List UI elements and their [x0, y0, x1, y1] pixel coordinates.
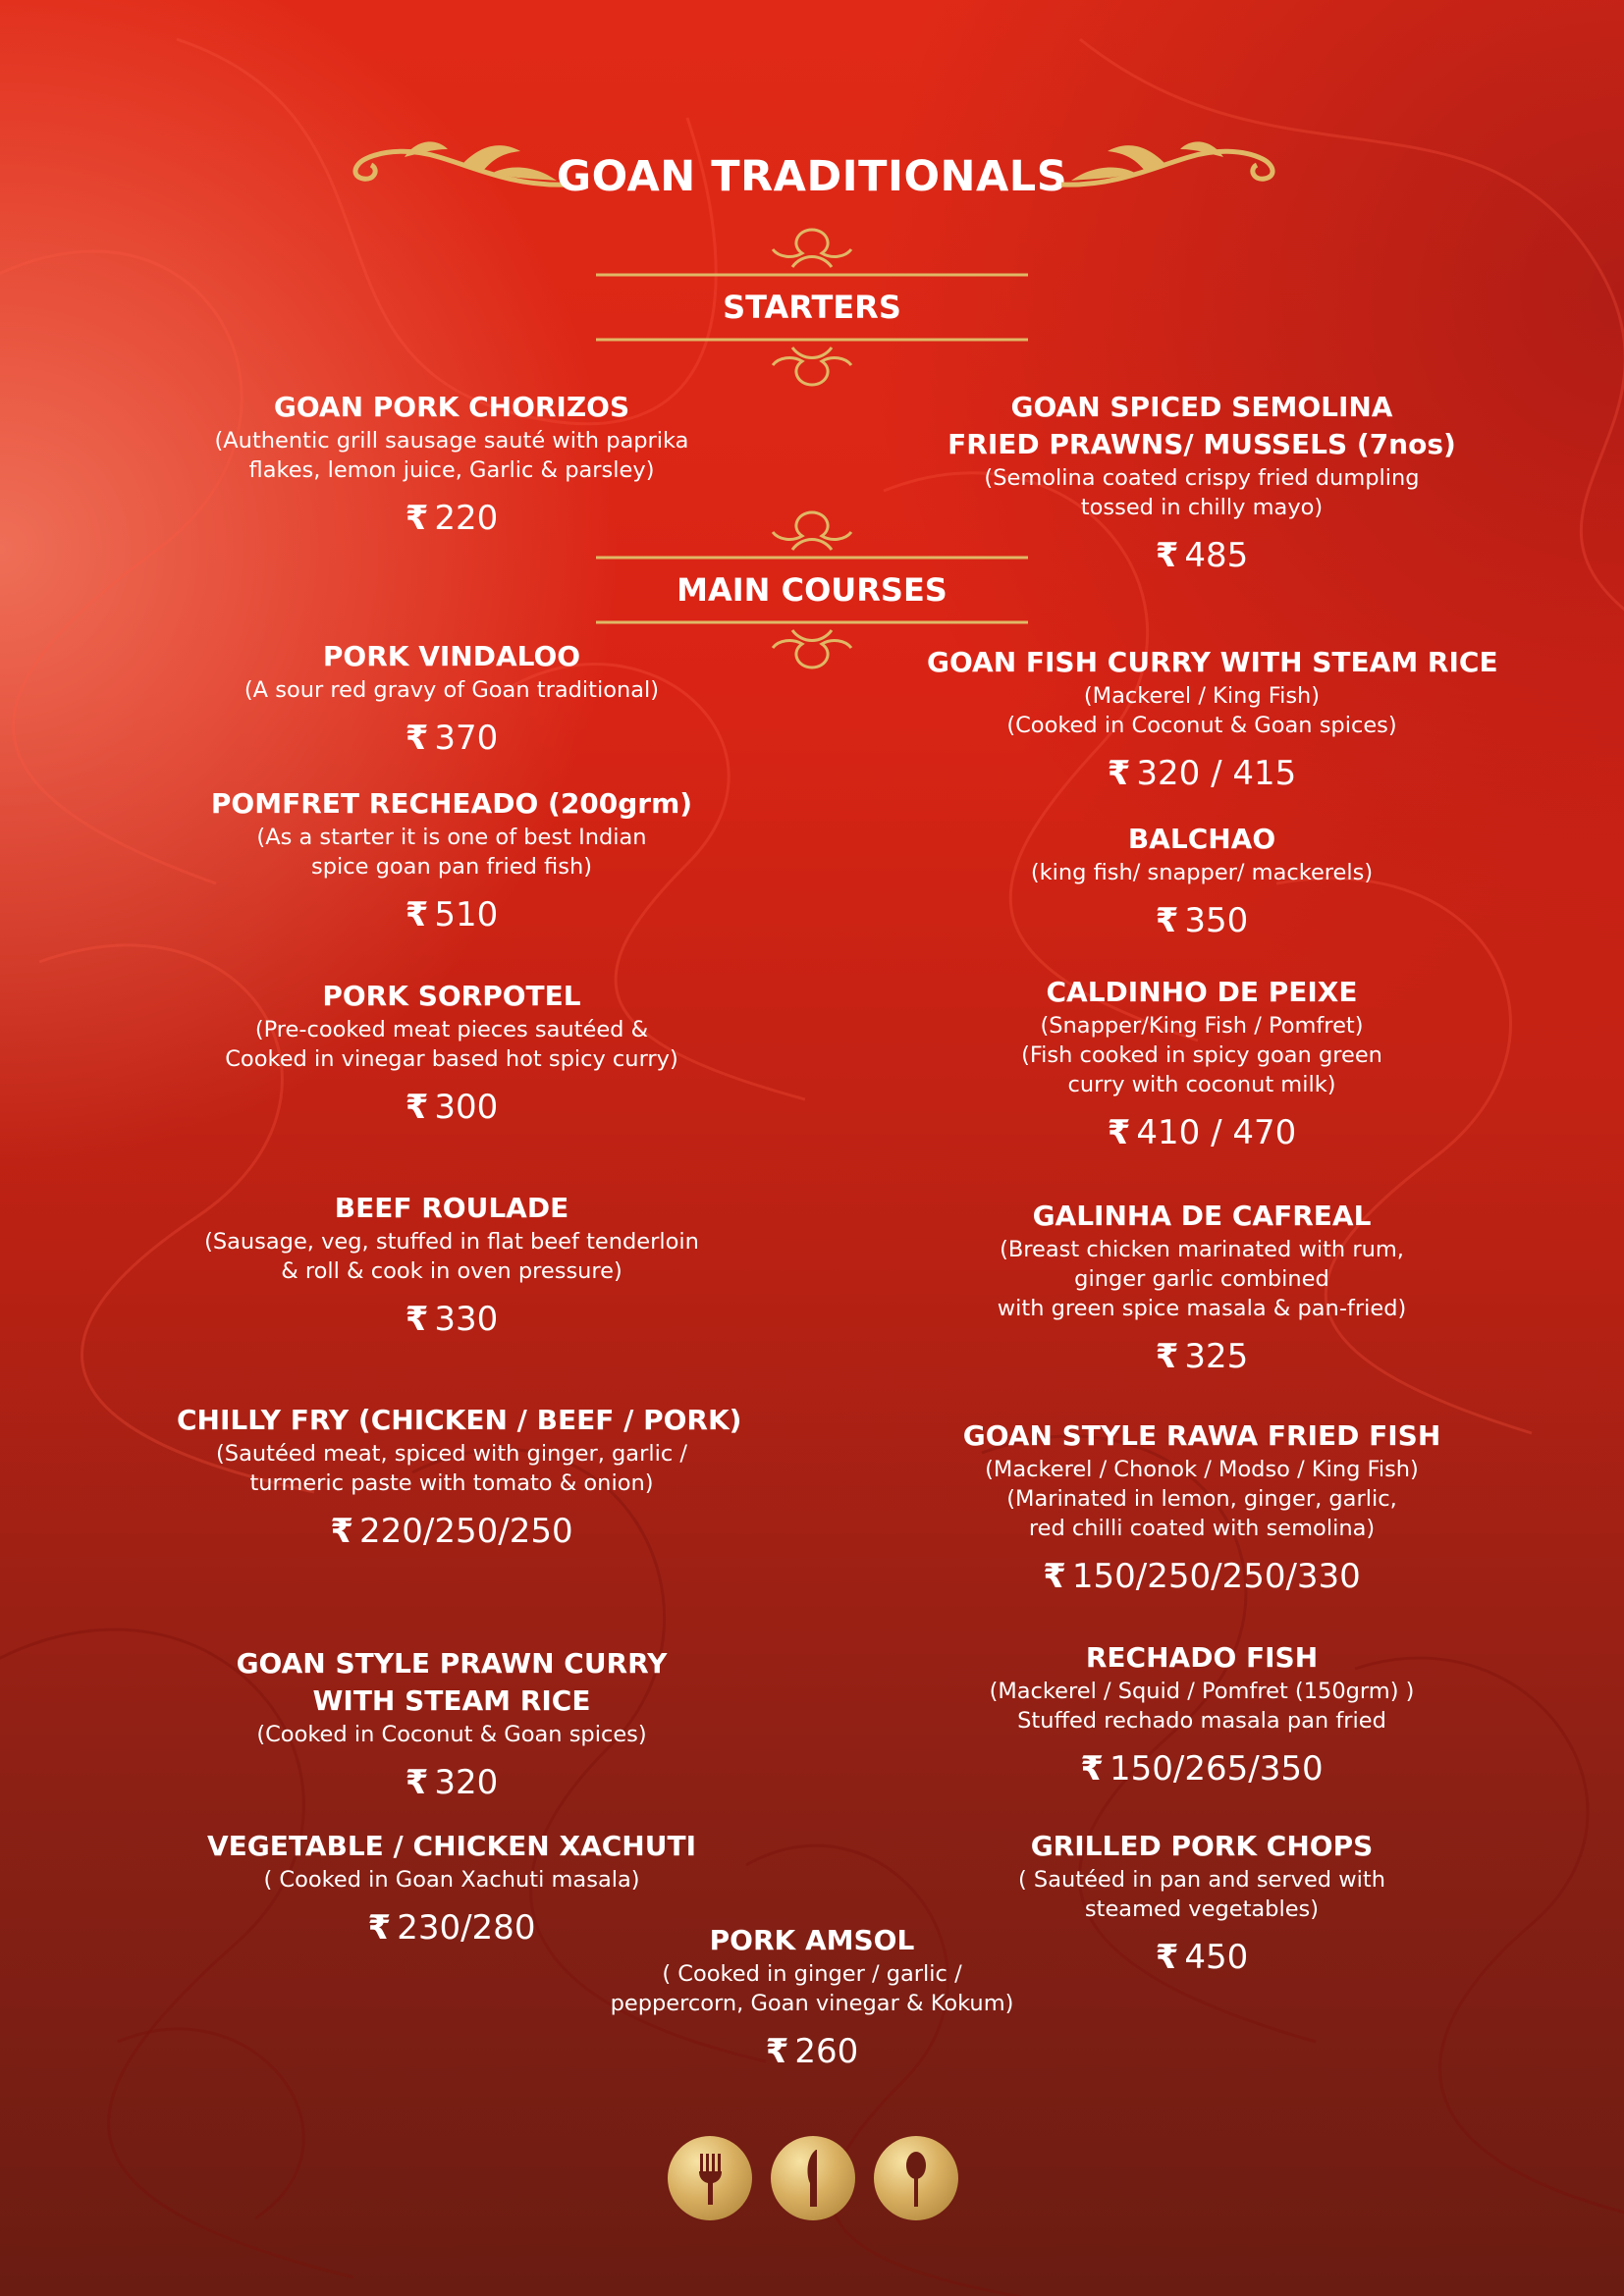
- rupee-icon: ₹: [1155, 536, 1179, 575]
- item-desc: ( Sautéed in pan and served with: [1018, 1867, 1385, 1893]
- item-name: PORK VINDALOO: [322, 640, 581, 672]
- section-starters: [596, 224, 1028, 391]
- item-price: ₹ 320 / 415: [1107, 754, 1297, 793]
- item-price: ₹ 485: [1155, 536, 1249, 575]
- menu-item-chorizos: [177, 389, 727, 540]
- menu-item-cafreal: [927, 1198, 1477, 1378]
- item-name: BEEF ROULADE: [334, 1192, 569, 1224]
- menu-item-rechado-fish: [927, 1639, 1477, 1790]
- item-desc: (As a starter it is one of best Indian: [256, 825, 647, 850]
- menu-item-semolina-prawns: [927, 389, 1477, 577]
- item-price: ₹ 510: [405, 895, 499, 934]
- item-desc: ( Cooked in Goan Xachuti masala): [263, 1867, 640, 1893]
- item-name: VEGETABLE / CHICKEN XACHUTI: [207, 1830, 696, 1862]
- rupee-icon: ₹: [1107, 1113, 1131, 1152]
- item-price: ₹ 320: [405, 1763, 499, 1802]
- item-name: CALDINHO DE PEIXE: [1046, 976, 1358, 1008]
- rupee-icon: ₹: [765, 2032, 789, 2071]
- item-price: ₹ 370: [405, 719, 499, 758]
- rupee-icon: ₹: [1155, 1938, 1179, 1977]
- item-name: WITH STEAM RICE: [312, 1684, 591, 1717]
- item-desc: (Cooked in Coconut & Goan spices): [1006, 713, 1397, 738]
- item-price: ₹ 150/265/350: [1080, 1749, 1324, 1789]
- section-title-main-courses: MAIN COURSES: [677, 571, 947, 609]
- item-price: ₹ 220/250/250: [330, 1512, 573, 1551]
- rupee-icon: ₹: [405, 1300, 429, 1339]
- item-desc: ginger garlic combined: [1074, 1266, 1329, 1292]
- item-name: GOAN PORK CHORIZOS: [273, 391, 630, 423]
- item-desc: (Breast chicken marinated with rum,: [1000, 1237, 1404, 1262]
- item-desc: (Sausage, veg, stuffed in flat beef tenderloin: [204, 1229, 699, 1255]
- item-name: GOAN STYLE PRAWN CURRY: [236, 1647, 668, 1680]
- item-name: RECHADO FISH: [1085, 1641, 1319, 1674]
- item-desc: peppercorn, Goan vinegar & Kokum): [610, 1991, 1014, 2016]
- item-name: GOAN FISH CURRY WITH STEAM RICE: [927, 646, 1498, 678]
- rupee-icon: ₹: [405, 719, 429, 758]
- spoon-icon: [874, 2136, 958, 2220]
- item-desc: with green spice masala & pan-fried): [997, 1296, 1407, 1321]
- item-desc: & roll & cook in oven pressure): [281, 1258, 623, 1284]
- menu-item-roulade: [177, 1190, 727, 1341]
- rupee-icon: ₹: [405, 895, 429, 934]
- footer-cutlery-icons: [668, 2136, 958, 2222]
- item-name: GOAN STYLE RAWA FRIED FISH: [962, 1419, 1441, 1452]
- menu-item-vindaloo: [177, 638, 727, 760]
- rupee-icon: ₹: [405, 499, 429, 538]
- menu-item-fish-curry: [927, 644, 1498, 795]
- rupee-icon: ₹: [405, 1088, 429, 1127]
- item-desc: (Mackerel / Squid / Pomfret (150grm) ): [989, 1679, 1415, 1704]
- item-desc: (Mackerel / King Fish): [1083, 683, 1321, 709]
- item-name: PORK SORPOTEL: [322, 980, 581, 1012]
- item-name: BALCHAO: [1127, 823, 1276, 855]
- gold-flourish-left: [346, 128, 571, 196]
- item-desc: (Authentic grill sausage sauté with paprika: [214, 428, 689, 454]
- section-title-starters: STARTERS: [723, 289, 901, 326]
- menu-item-caldinho: [927, 974, 1477, 1154]
- rupee-icon: ₹: [1043, 1557, 1066, 1596]
- menu-item-pomfret: [177, 785, 727, 936]
- menu-item-sorpotel: [177, 978, 727, 1129]
- ornament-bottom-icon: [596, 334, 1028, 391]
- rupee-icon: ₹: [405, 1763, 429, 1802]
- rupee-icon: ₹: [330, 1512, 354, 1551]
- item-price: ₹ 260: [765, 2032, 859, 2071]
- item-desc: Stuffed rechado masala pan fried: [1017, 1708, 1386, 1734]
- item-desc: flakes, lemon juice, Garlic & parsley): [248, 457, 655, 483]
- item-name: GOAN SPICED SEMOLINA: [1010, 391, 1393, 423]
- rupee-icon: ₹: [1107, 754, 1131, 793]
- rupee-icon: ₹: [1155, 901, 1179, 940]
- item-price: ₹ 330: [405, 1300, 499, 1339]
- item-price: ₹ 230/280: [367, 1908, 536, 1948]
- item-name: POMFRET RECHEADO (200grm): [210, 787, 693, 820]
- item-price: ₹ 450: [1155, 1938, 1249, 1977]
- item-desc: spice goan pan fried fish): [311, 854, 592, 880]
- item-desc: red chilli coated with semolina): [1028, 1516, 1376, 1541]
- item-price: ₹ 410 / 470: [1107, 1113, 1297, 1152]
- item-name: GALINHA DE CAFREAL: [1032, 1200, 1372, 1232]
- menu-item-rawa-fish: [927, 1417, 1477, 1598]
- item-price: ₹ 220: [405, 499, 499, 538]
- item-desc: Cooked in vinegar based hot spicy curry): [225, 1046, 678, 1072]
- menu-item-balchao: [927, 821, 1477, 942]
- item-price: ₹ 325: [1155, 1337, 1249, 1376]
- item-desc: turmeric paste with tomato & onion): [249, 1470, 654, 1496]
- item-desc: steamed vegetables): [1084, 1896, 1320, 1922]
- item-desc: (A sour red gravy of Goan traditional): [244, 677, 660, 703]
- rupee-icon: ₹: [1080, 1749, 1105, 1789]
- item-desc: (Pre-cooked meat pieces sautéed &: [254, 1017, 649, 1042]
- fork-icon: [668, 2136, 752, 2220]
- menu-item-chilly-fry: [177, 1402, 742, 1553]
- item-name: CHILLY FRY (CHICKEN / BEEF / PORK): [177, 1404, 742, 1436]
- menu-item-prawn-curry: [177, 1645, 727, 1804]
- rupee-icon: ₹: [1155, 1337, 1179, 1376]
- item-desc: tossed in chilly mayo): [1080, 495, 1324, 520]
- item-name: FRIED PRAWNS/ MUSSELS (7nos): [947, 428, 1456, 460]
- ornament-top-icon: [596, 224, 1028, 281]
- item-desc: (Fish cooked in spicy goan green: [1021, 1042, 1382, 1068]
- item-desc: (Snapper/King Fish / Pomfret): [1040, 1013, 1364, 1039]
- item-name: PORK AMSOL: [709, 1924, 915, 1956]
- knife-icon: [771, 2136, 855, 2220]
- gold-flourish-right: [1056, 128, 1282, 196]
- rupee-icon: ₹: [367, 1908, 392, 1948]
- item-desc: (Semolina coated crispy fried dumpling: [984, 465, 1420, 491]
- title-row: [0, 128, 1624, 236]
- item-desc: ( Cooked in ginger / garlic /: [662, 1961, 962, 1987]
- item-price: ₹ 350: [1155, 901, 1249, 940]
- item-price: ₹ 300: [405, 1088, 499, 1127]
- page-title: GOAN TRADITIONALS: [556, 152, 1068, 201]
- item-desc: (Marinated in lemon, ginger, garlic,: [1006, 1486, 1397, 1512]
- menu-item-amsol: [569, 1922, 1055, 2073]
- item-price: ₹ 150/250/250/330: [1043, 1557, 1361, 1596]
- item-desc: (Mackerel / Chonok / Modso / King Fish): [985, 1457, 1419, 1482]
- item-desc: (king fish/ snapper/ mackerels): [1030, 860, 1374, 885]
- item-desc: curry with coconut milk): [1067, 1072, 1336, 1097]
- item-name: GRILLED PORK CHOPS: [1030, 1830, 1374, 1862]
- item-desc: (Sautéed meat, spiced with ginger, garlic /: [216, 1441, 687, 1467]
- item-desc: (Cooked in Coconut & Goan spices): [256, 1722, 647, 1747]
